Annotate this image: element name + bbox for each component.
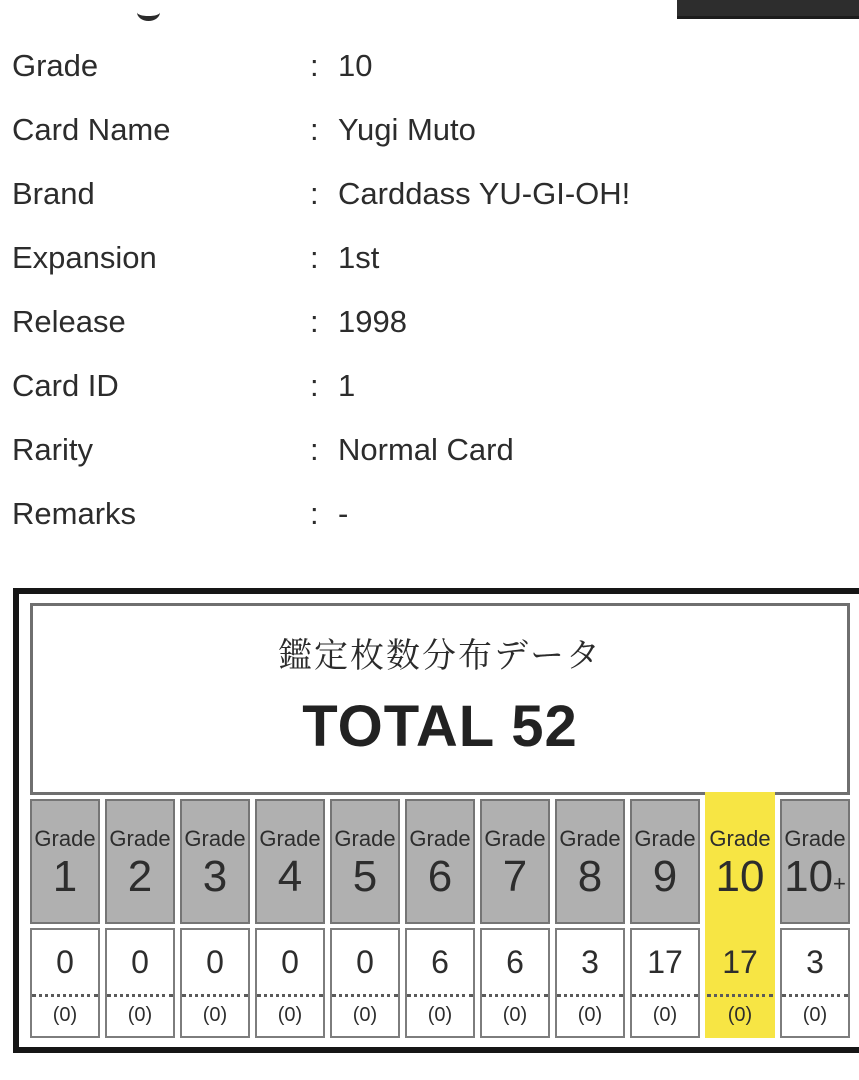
count-value: 17	[722, 943, 758, 980]
count-value: 3	[806, 943, 824, 980]
count-value: 0	[56, 943, 74, 980]
detail-label: Remarks	[12, 496, 137, 531]
detail-value: Yugi Muto	[338, 112, 476, 147]
detail-label: Release	[12, 304, 126, 339]
grade-number: 1	[52, 852, 78, 902]
detail-separator: :	[310, 112, 319, 147]
detail-row	[12, 482, 852, 546]
detail-label: Expansion	[12, 240, 157, 275]
distribution-title: 鑑定枚数分布データ	[278, 637, 602, 675]
grade-header-cell	[705, 799, 775, 924]
cropped-text-remnant	[137, 12, 160, 21]
count-cell	[405, 928, 475, 1038]
grade-number: 9	[652, 852, 678, 902]
detail-separator: :	[310, 496, 319, 531]
detail-value: 10	[338, 48, 373, 83]
detail-separator: :	[310, 48, 319, 83]
detail-value: Normal Card	[338, 432, 514, 467]
grade-number: 10	[715, 852, 765, 902]
grade-word: Grade	[559, 826, 621, 852]
detail-value: 1st	[338, 240, 380, 275]
detail-row	[12, 162, 852, 226]
count-value: 0	[356, 943, 374, 980]
grade-word: Grade	[784, 826, 846, 852]
grade-number: 8	[577, 852, 603, 902]
grade-number: 2	[127, 852, 153, 902]
detail-row	[12, 290, 852, 354]
grade-number: 6	[427, 852, 453, 902]
count-sub-value: (0)	[407, 994, 473, 1034]
count-sub-value: (0)	[707, 994, 773, 1034]
count-cell	[630, 928, 700, 1038]
detail-value: 1	[338, 368, 356, 403]
count-value: 0	[281, 943, 299, 980]
count-value: 0	[206, 943, 224, 980]
detail-value: Carddass YU-GI-OH!	[338, 176, 631, 211]
detail-label: Grade	[12, 48, 99, 83]
card-details-list	[12, 34, 852, 546]
grade-number: 4	[277, 852, 303, 902]
grade-number: 5	[352, 852, 378, 902]
grade-number: 10+	[784, 852, 846, 902]
grade-distribution-box	[13, 588, 859, 1053]
grade-word: Grade	[109, 826, 171, 852]
grade-number: 7	[502, 852, 528, 902]
grade-header-cell	[30, 799, 100, 924]
count-cell	[555, 928, 625, 1038]
grade-word: Grade	[34, 826, 96, 852]
count-cell	[480, 928, 550, 1038]
count-row	[30, 928, 850, 1038]
detail-row	[12, 354, 852, 418]
grade-word: Grade	[409, 826, 471, 852]
distribution-total: TOTAL 52	[302, 694, 578, 759]
detail-label: Card Name	[12, 112, 171, 147]
count-sub-value: (0)	[332, 994, 398, 1034]
grade-word: Grade	[184, 826, 246, 852]
detail-row	[12, 34, 852, 98]
count-value: 6	[506, 943, 524, 980]
cropped-dark-panel	[677, 0, 859, 19]
grade-header-cell	[180, 799, 250, 924]
grade-header-cell	[255, 799, 325, 924]
count-sub-value: (0)	[257, 994, 323, 1034]
grade-distribution-table	[25, 599, 855, 1042]
detail-value: -	[338, 496, 349, 531]
grade-word: Grade	[334, 826, 396, 852]
count-value: 3	[581, 943, 599, 980]
grade-header-cell	[630, 799, 700, 924]
distribution-header-cell	[30, 603, 850, 795]
detail-label: Brand	[12, 176, 95, 211]
detail-separator: :	[310, 432, 319, 467]
grade-header-cell	[780, 799, 850, 924]
detail-separator: :	[310, 176, 319, 211]
detail-row	[12, 98, 852, 162]
count-value: 6	[431, 943, 449, 980]
count-sub-value: (0)	[782, 994, 848, 1034]
count-sub-value: (0)	[482, 994, 548, 1034]
detail-separator: :	[310, 304, 319, 339]
grade-header-cell	[405, 799, 475, 924]
grade-word: Grade	[634, 826, 696, 852]
detail-row	[12, 418, 852, 482]
count-sub-value: (0)	[182, 994, 248, 1034]
grade-header-row	[30, 799, 850, 924]
detail-value: 1998	[338, 304, 407, 339]
grade-word: Grade	[709, 826, 771, 852]
grade-number: 3	[202, 852, 228, 902]
grade-header-cell	[330, 799, 400, 924]
grade-header-cell	[555, 799, 625, 924]
grade-header-cell	[105, 799, 175, 924]
count-value: 17	[647, 943, 683, 980]
count-cell	[180, 928, 250, 1038]
count-value: 0	[131, 943, 149, 980]
detail-row	[12, 226, 852, 290]
grade-header-cell	[480, 799, 550, 924]
count-sub-value: (0)	[557, 994, 623, 1034]
detail-separator: :	[310, 368, 319, 403]
count-sub-value: (0)	[107, 994, 173, 1034]
grade-word: Grade	[484, 826, 546, 852]
count-cell	[705, 928, 775, 1038]
count-cell	[780, 928, 850, 1038]
count-sub-value: (0)	[32, 994, 98, 1034]
count-cell	[255, 928, 325, 1038]
detail-label: Rarity	[12, 432, 93, 467]
count-cell	[105, 928, 175, 1038]
count-cell	[30, 928, 100, 1038]
detail-label: Card ID	[12, 368, 119, 403]
count-cell	[330, 928, 400, 1038]
detail-separator: :	[310, 240, 319, 275]
count-sub-value: (0)	[632, 994, 698, 1034]
grade-word: Grade	[259, 826, 321, 852]
